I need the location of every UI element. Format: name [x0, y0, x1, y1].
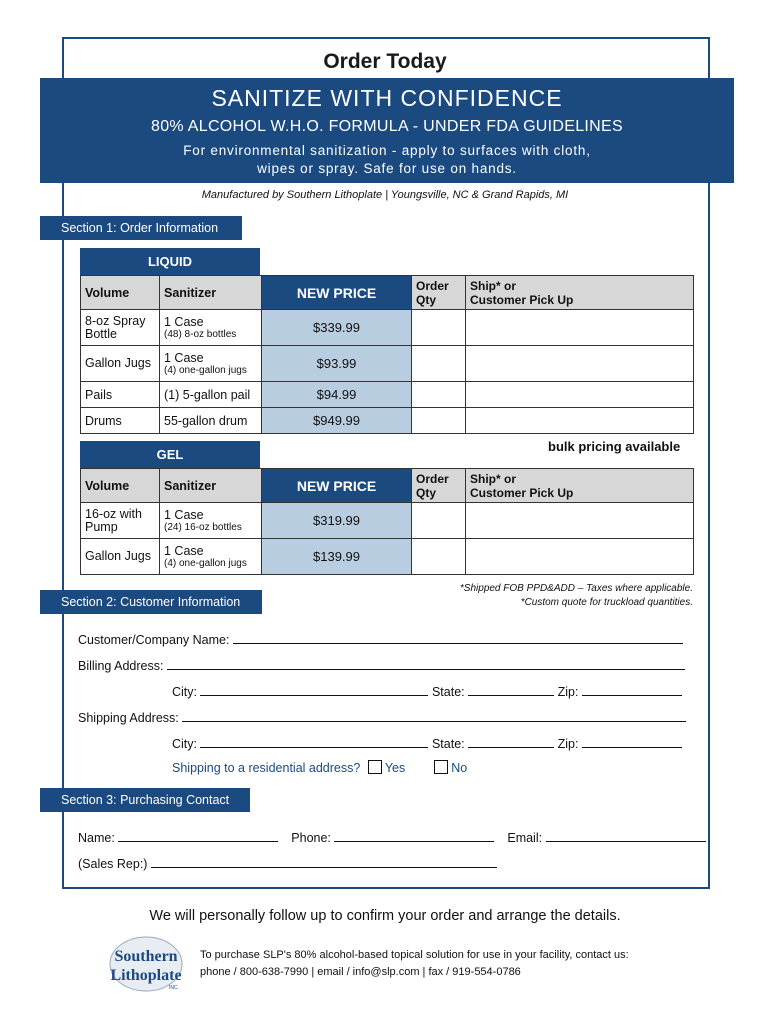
- col-volume: Volume: [81, 276, 160, 310]
- billing-state-field[interactable]: [468, 683, 554, 696]
- price-cell: $94.99: [262, 382, 412, 408]
- subtitle: 80% ALCOHOL W.H.O. FORMULA - UNDER FDA GUIDELINES: [151, 118, 623, 135]
- table-row: [81, 408, 694, 434]
- company-name-row: [78, 631, 683, 647]
- order-qty-input[interactable]: [412, 382, 466, 408]
- col-ship: Ship* or Customer Pick Up: [466, 469, 694, 503]
- billing-zip-field[interactable]: [582, 683, 682, 696]
- state-label: State:: [431, 685, 465, 699]
- city-label: City:: [172, 685, 197, 699]
- shipping-zip-field[interactable]: [582, 735, 682, 748]
- ship-input[interactable]: [466, 310, 694, 346]
- col-ship: Ship* or Customer Pick Up: [466, 276, 694, 310]
- bulk-pricing-note: bulk pricing available: [548, 439, 681, 454]
- gel-label: GEL: [80, 441, 260, 468]
- table-row: [81, 346, 694, 382]
- section-1-tab: Section 1: Order Information: [40, 216, 242, 240]
- svg-text:Lithoplate: Lithoplate: [110, 967, 182, 984]
- price-cell: $139.99: [262, 539, 412, 575]
- order-qty-input[interactable]: [412, 310, 466, 346]
- contact-line-1: To purchase SLP's 80% alcohol-based topical solution for use in your facility, contact us:: [200, 949, 629, 961]
- order-today-heading: Order Today: [323, 50, 447, 73]
- billing-address-label: Billing Address:: [78, 659, 164, 673]
- table-row: [81, 310, 694, 346]
- order-qty-input[interactable]: [412, 346, 466, 382]
- sales-rep-label: (Sales Rep:): [78, 857, 148, 871]
- sanitizer-cell: (1) 5-gallon pail: [160, 382, 262, 408]
- svg-text:INC.: INC.: [169, 985, 179, 991]
- residential-question: Shipping to a residential address?: [172, 761, 361, 775]
- southern-lithoplate-logo: [108, 935, 184, 993]
- state-label: State:: [431, 737, 465, 751]
- volume-cell: 16-oz with Pump: [81, 503, 160, 539]
- volume-cell: Pails: [81, 382, 160, 408]
- ship-input[interactable]: [466, 408, 694, 434]
- company-name-field[interactable]: [233, 631, 683, 644]
- shipping-address-row: [78, 709, 686, 725]
- volume-cell: Gallon Jugs: [81, 346, 160, 382]
- title-banner: [40, 78, 734, 183]
- name-label: Name:: [78, 831, 115, 845]
- phone-label: Phone:: [291, 831, 331, 845]
- table-row: [81, 382, 694, 408]
- col-new-price: NEW PRICE: [262, 469, 412, 503]
- contact-info: [200, 947, 629, 981]
- no-checkbox[interactable]: [434, 760, 448, 774]
- description: [40, 142, 734, 178]
- volume-cell: Drums: [81, 408, 160, 434]
- order-qty-input[interactable]: [412, 503, 466, 539]
- zip-label: Zip:: [557, 685, 579, 699]
- shipping-address-field[interactable]: [182, 709, 686, 722]
- svg-text:Southern: Southern: [114, 948, 178, 965]
- ship-input[interactable]: [466, 346, 694, 382]
- billing-city-row: [172, 683, 682, 699]
- follow-up-note: We will personally follow up to confirm your order and arrange the details.: [149, 908, 621, 924]
- order-qty-input[interactable]: [412, 408, 466, 434]
- liquid-table: [80, 275, 694, 434]
- manufacturer-line: Manufactured by Southern Lithoplate | Youngsville, NC & Grand Rapids, MI: [201, 189, 569, 201]
- zip-label: Zip:: [557, 737, 579, 751]
- ship-input[interactable]: [466, 503, 694, 539]
- shipping-state-field[interactable]: [468, 735, 554, 748]
- sales-rep-row: [78, 855, 497, 871]
- sanitizer-cell: 55-gallon drum: [160, 408, 262, 434]
- col-sanitizer: Sanitizer: [160, 469, 262, 503]
- description-line-1: For environmental sanitization - apply to surfaces with cloth,: [183, 143, 591, 158]
- shipping-address-label: Shipping Address:: [78, 711, 179, 725]
- residential-row: [172, 760, 467, 775]
- company-name-label: Customer/Company Name:: [78, 633, 230, 647]
- email-field[interactable]: [546, 829, 706, 842]
- section-3-tab: Section 3: Purchasing Contact: [40, 788, 250, 812]
- contact-line-2: phone / 800-638-7990 | email / info@slp.com | fax / 919-554-0786: [200, 966, 521, 978]
- col-volume: Volume: [81, 469, 160, 503]
- volume-cell: Gallon Jugs: [81, 539, 160, 575]
- liquid-header-row: [81, 276, 694, 310]
- table-row: [81, 539, 694, 575]
- yes-checkbox[interactable]: [368, 760, 382, 774]
- gel-header-row: [81, 469, 694, 503]
- contact-row: [78, 829, 706, 845]
- sanitizer-cell: 1 Case (48) 8-oz bottles: [160, 310, 262, 346]
- col-order-qty: Order Qty: [412, 276, 466, 310]
- shipping-city-field[interactable]: [200, 735, 428, 748]
- sanitizer-cell: 1 Case (24) 16-oz bottles: [160, 503, 262, 539]
- col-new-price: NEW PRICE: [262, 276, 412, 310]
- section-2-tab: Section 2: Customer Information: [40, 590, 262, 614]
- shipping-note: *Shipped FOB PPD&ADD – Taxes where applicable.: [459, 583, 693, 594]
- ship-input[interactable]: [466, 539, 694, 575]
- table-row: [81, 503, 694, 539]
- billing-address-row: [78, 657, 685, 673]
- yes-label: Yes: [384, 761, 406, 775]
- col-order-qty: Order Qty: [412, 469, 466, 503]
- phone-field[interactable]: [334, 829, 494, 842]
- billing-city-field[interactable]: [200, 683, 428, 696]
- liquid-label: LIQUID: [80, 248, 260, 275]
- main-title: SANITIZE WITH CONFIDENCE: [211, 85, 563, 111]
- price-cell: $319.99: [262, 503, 412, 539]
- col-sanitizer: Sanitizer: [160, 276, 262, 310]
- order-qty-input[interactable]: [412, 539, 466, 575]
- no-label: No: [451, 761, 468, 775]
- ship-input[interactable]: [466, 382, 694, 408]
- sanitizer-cell: 1 Case (4) one-gallon jugs: [160, 346, 262, 382]
- name-field[interactable]: [118, 829, 278, 842]
- email-label: Email:: [507, 831, 543, 845]
- price-cell: $339.99: [262, 310, 412, 346]
- volume-cell: 8-oz Spray Bottle: [81, 310, 160, 346]
- sanitizer-cell: 1 Case (4) one-gallon jugs: [160, 539, 262, 575]
- gel-table: [80, 468, 694, 575]
- price-cell: $93.99: [262, 346, 412, 382]
- city-label: City:: [172, 737, 197, 751]
- billing-address-field[interactable]: [167, 657, 685, 670]
- shipping-city-row: [172, 735, 682, 751]
- sales-rep-field[interactable]: [151, 855, 497, 868]
- truckload-note: *Custom quote for truckload quantities.: [520, 597, 693, 608]
- description-line-2: wipes or spray. Safe for use on hands.: [257, 161, 517, 176]
- price-cell: $949.99: [262, 408, 412, 434]
